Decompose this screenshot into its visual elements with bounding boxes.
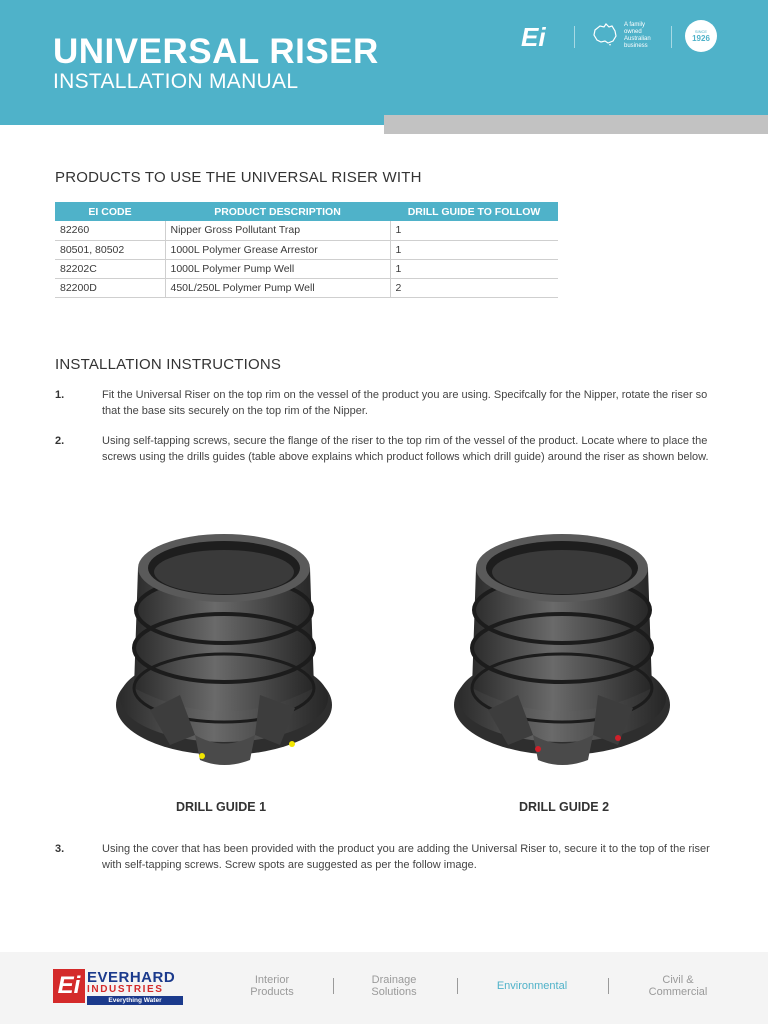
since-year: 1926 — [692, 34, 710, 43]
drill-guide-1-label: DRILL GUIDE 1 — [176, 800, 267, 814]
riser-illustration-guide-1 — [110, 520, 340, 780]
step-number: 2. — [55, 435, 65, 447]
products-heading: PRODUCTS TO USE THE UNIVERSAL RISER WITH — [55, 169, 422, 186]
page-header — [0, 0, 768, 125]
logo-tagline: Everything Water — [87, 996, 183, 1005]
australia-map-icon — [592, 22, 618, 46]
ei-logo: Ei — [521, 22, 546, 52]
cell-description: 1000L Polymer Pump Well — [165, 259, 390, 278]
family-badge-text: A family owned Australian business — [624, 22, 651, 49]
cell-guide: 1 — [390, 259, 558, 278]
instruction-step — [55, 433, 715, 483]
cell-guide: 2 — [390, 278, 558, 297]
step-text: Fit the Universal Riser on the top rim on the vessel of the product you are using. Specifcally for the Nipper, rotate the riser so that the base sits securely on the top rim of the Nipper. — [102, 389, 708, 417]
drill-guide-2-label: DRILL GUIDE 2 — [519, 800, 610, 814]
drill-point-marker — [199, 753, 205, 759]
footer-nav-environmental[interactable]: Environmental — [496, 980, 568, 992]
logo-name-line2: INDUSTRIES — [87, 984, 164, 995]
family-owned-badge — [592, 20, 664, 50]
logo-name-line1: EVERHARD — [87, 969, 176, 986]
drill-point-marker — [535, 746, 541, 752]
footer-nav-civil-commercial[interactable]: Civil & Commercial — [648, 974, 708, 998]
since-1926-badge — [685, 20, 717, 52]
step-number: 1. — [55, 389, 65, 401]
col-product-description: PRODUCT DESCRIPTION — [165, 202, 390, 221]
instruction-step — [55, 387, 715, 421]
cell-code: 82260 — [55, 221, 165, 240]
cell-description: 450L/250L Polymer Pump Well — [165, 278, 390, 297]
footer-nav-divider — [333, 978, 334, 994]
footer-nav-interior-products[interactable]: Interior Products — [250, 974, 294, 998]
everhard-logo[interactable] — [53, 969, 185, 1005]
cell-code: 82202C — [55, 259, 165, 278]
cell-code: 82200D — [55, 278, 165, 297]
step-number: 3. — [55, 843, 65, 855]
header-accent-bar — [384, 115, 768, 134]
instructions-heading: INSTALLATION INSTRUCTIONS — [55, 356, 282, 373]
cell-description: 1000L Polymer Grease Arrestor — [165, 240, 390, 259]
instruction-step — [55, 841, 715, 875]
header-divider — [671, 26, 672, 48]
cell-description: Nipper Gross Pollutant Trap — [165, 221, 390, 240]
col-drill-guide: DRILL GUIDE TO FOLLOW — [390, 202, 558, 221]
footer-nav-divider — [608, 978, 609, 994]
since-label: SINCE — [694, 29, 708, 34]
drill-point-marker — [615, 735, 621, 741]
cell-guide: 1 — [390, 221, 558, 240]
products-table — [55, 202, 558, 298]
footer-nav-divider — [457, 978, 458, 994]
drill-point-marker — [289, 741, 295, 747]
step-text: Using self-tapping screws, secure the flange of the riser to the top rim of the vessel of the product. Locate where to place the screws using the drills guides (table above explains which product follows which drill guide) around the riser as shown below. — [102, 435, 709, 463]
footer-nav-drainage-solutions[interactable]: Drainage Solutions — [371, 974, 417, 998]
table-row — [55, 221, 558, 240]
col-ei-code: EI CODE — [55, 202, 165, 221]
table-row — [55, 240, 558, 259]
riser-illustration-guide-2 — [448, 520, 678, 780]
page-title: UNIVERSAL RISER — [53, 32, 379, 71]
header-divider — [574, 26, 575, 48]
cell-code: 80501, 80502 — [55, 240, 165, 259]
step-text: Using the cover that has been provided with the product you are adding the Universal Riser to, secure it to the top of the riser with self-tapping screws. Screw spots are suggested as per the follow image. — [102, 843, 710, 871]
everhard-logo-mark: Ei — [53, 969, 85, 1003]
table-row — [55, 278, 558, 297]
page-subtitle: INSTALLATION MANUAL — [53, 70, 299, 93]
cell-guide: 1 — [390, 240, 558, 259]
table-header-row — [55, 202, 558, 221]
table-row — [55, 259, 558, 278]
